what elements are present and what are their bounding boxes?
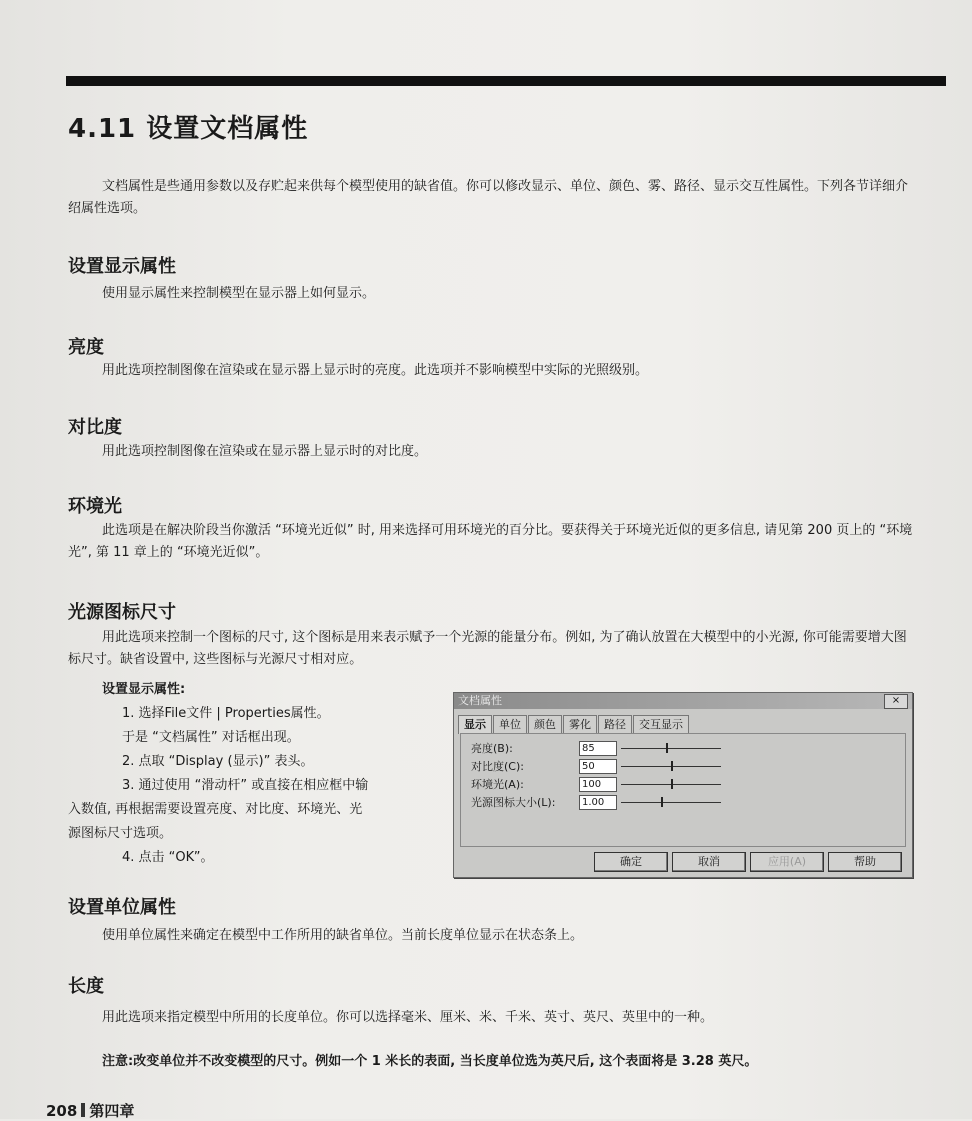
top-rule bbox=[66, 76, 946, 86]
procedure-line: 入数值, 再根据需要设置亮度、对比度、环境光、光 bbox=[68, 802, 363, 817]
chapter-label: 第四章 bbox=[89, 1102, 135, 1120]
section-title: 对比度 bbox=[68, 417, 122, 438]
page-number: 208 bbox=[46, 1102, 78, 1120]
ambient-slider-handle[interactable] bbox=[671, 779, 673, 789]
procedure-line: 4. 点击 “OK”。 bbox=[122, 850, 214, 865]
brightness-slider[interactable] bbox=[621, 748, 721, 749]
page-title: 4.11 设置文档属性 bbox=[68, 114, 309, 144]
procedure-line: 于是 “文档属性” 对话框出现。 bbox=[122, 730, 300, 745]
note: 注意:改变单位并不改变模型的尺寸。例如一个 1 米长的表面, 当长度单位选为英尺后, 这个表面将是 3.28 英尺。 bbox=[102, 1054, 758, 1069]
section-title: 长度 bbox=[68, 976, 104, 997]
tab-paths[interactable]: 路径 bbox=[598, 715, 632, 734]
procedure bbox=[68, 678, 438, 870]
section-text: 使用显示属性来控制模型在显示器上如何显示。 bbox=[102, 286, 376, 301]
cancel-button[interactable]: 取消 bbox=[672, 852, 746, 872]
help-button[interactable]: 帮助 bbox=[828, 852, 902, 872]
section-title: 亮度 bbox=[68, 337, 104, 358]
section-title: 环境光 bbox=[68, 496, 122, 517]
section-text: 使用单位属性来确定在模型中工作所用的缺省单位。当前长度单位显示在状态条上。 bbox=[102, 928, 584, 943]
brightness-slider-handle[interactable] bbox=[666, 743, 668, 753]
tab-display[interactable]: 显示 bbox=[458, 715, 492, 734]
brightness-label: 亮度(B): bbox=[471, 742, 513, 755]
dialog-title: 文档属性 bbox=[458, 694, 502, 707]
section-title: 光源图标尺寸 bbox=[68, 602, 176, 623]
light-icon-size-input[interactable]: 1.00 bbox=[579, 795, 617, 810]
light-icon-size-slider[interactable] bbox=[621, 802, 721, 803]
dialog-titlebar bbox=[454, 693, 912, 709]
contrast-slider-handle[interactable] bbox=[671, 761, 673, 771]
contrast-label: 对比度(C): bbox=[471, 760, 524, 773]
section-text: 用此选项控制图像在渲染或在显示器上显示时的对比度。 bbox=[102, 444, 428, 459]
procedure-title: 设置显示属性: bbox=[102, 682, 186, 697]
tab-fog[interactable]: 雾化 bbox=[563, 715, 597, 734]
tab-colors[interactable]: 颜色 bbox=[528, 715, 562, 734]
tab-units[interactable]: 单位 bbox=[493, 715, 527, 734]
ok-button[interactable]: 确定 bbox=[594, 852, 668, 872]
brightness-input[interactable]: 85 bbox=[579, 741, 617, 756]
section-text: 此选项是在解决阶段当你激活 “环境光近似” 时, 用来选择可用环境光的百分比。要获得关于环境光近似的更多信息, 请见第 200 页上的 “环境光”, 第 11 章上的 “环境光近似”。 bbox=[68, 523, 913, 560]
contrast-input[interactable]: 50 bbox=[579, 759, 617, 774]
tab-interactive-display[interactable]: 交互显示 bbox=[633, 715, 689, 734]
display-panel bbox=[460, 733, 906, 847]
dialog-buttons bbox=[594, 852, 906, 872]
apply-button[interactable]: 应用(A) bbox=[750, 852, 824, 872]
footer-divider bbox=[81, 1103, 85, 1117]
section-text: 用此选项控制图像在渲染或在显示器上显示时的亮度。此选项并不影响模型中实际的光照级别。 bbox=[102, 363, 649, 378]
close-icon[interactable]: × bbox=[884, 694, 908, 709]
document-properties-dialog bbox=[453, 692, 913, 878]
section-text: 用此选项来指定模型中所用的长度单位。你可以选择毫米、厘米、米、千米、英寸、英尺、英里中的一种。 bbox=[102, 1010, 714, 1025]
dialog-tabs bbox=[458, 715, 690, 733]
procedure-line: 1. 选择File文件 | Properties属性。 bbox=[122, 706, 330, 721]
section-text: 用此选项来控制一个图标的尺寸, 这个图标是用来表示赋予一个光源的能量分布。例如, 为了确认放置在大模型中的小光源, 你可能需要增大图标尺寸。缺省设置中, 这些图标与光源尺寸相对应。 bbox=[68, 630, 907, 667]
section-title: 设置显示属性 bbox=[68, 256, 176, 277]
procedure-line: 源图标尺寸选项。 bbox=[68, 826, 173, 841]
procedure-line: 2. 点取 “Display (显示)” 表头。 bbox=[122, 754, 314, 769]
ambient-label: 环境光(A): bbox=[471, 778, 524, 791]
intro-paragraph: 文档属性是些通用参数以及存贮起来供每个模型使用的缺省值。你可以修改显示、单位、颜色、雾、路径、显示交互性属性。下列各节详细介绍属性选项。 bbox=[68, 179, 909, 216]
section-title: 设置单位属性 bbox=[68, 897, 176, 918]
light-icon-size-label: 光源图标大小(L): bbox=[471, 796, 556, 809]
ambient-input[interactable]: 100 bbox=[579, 777, 617, 792]
page-footer bbox=[46, 1100, 134, 1121]
procedure-line: 3. 通过使用 “滑动杆” 或直接在相应框中输 bbox=[122, 778, 369, 793]
light-icon-size-slider-handle[interactable] bbox=[661, 797, 663, 807]
